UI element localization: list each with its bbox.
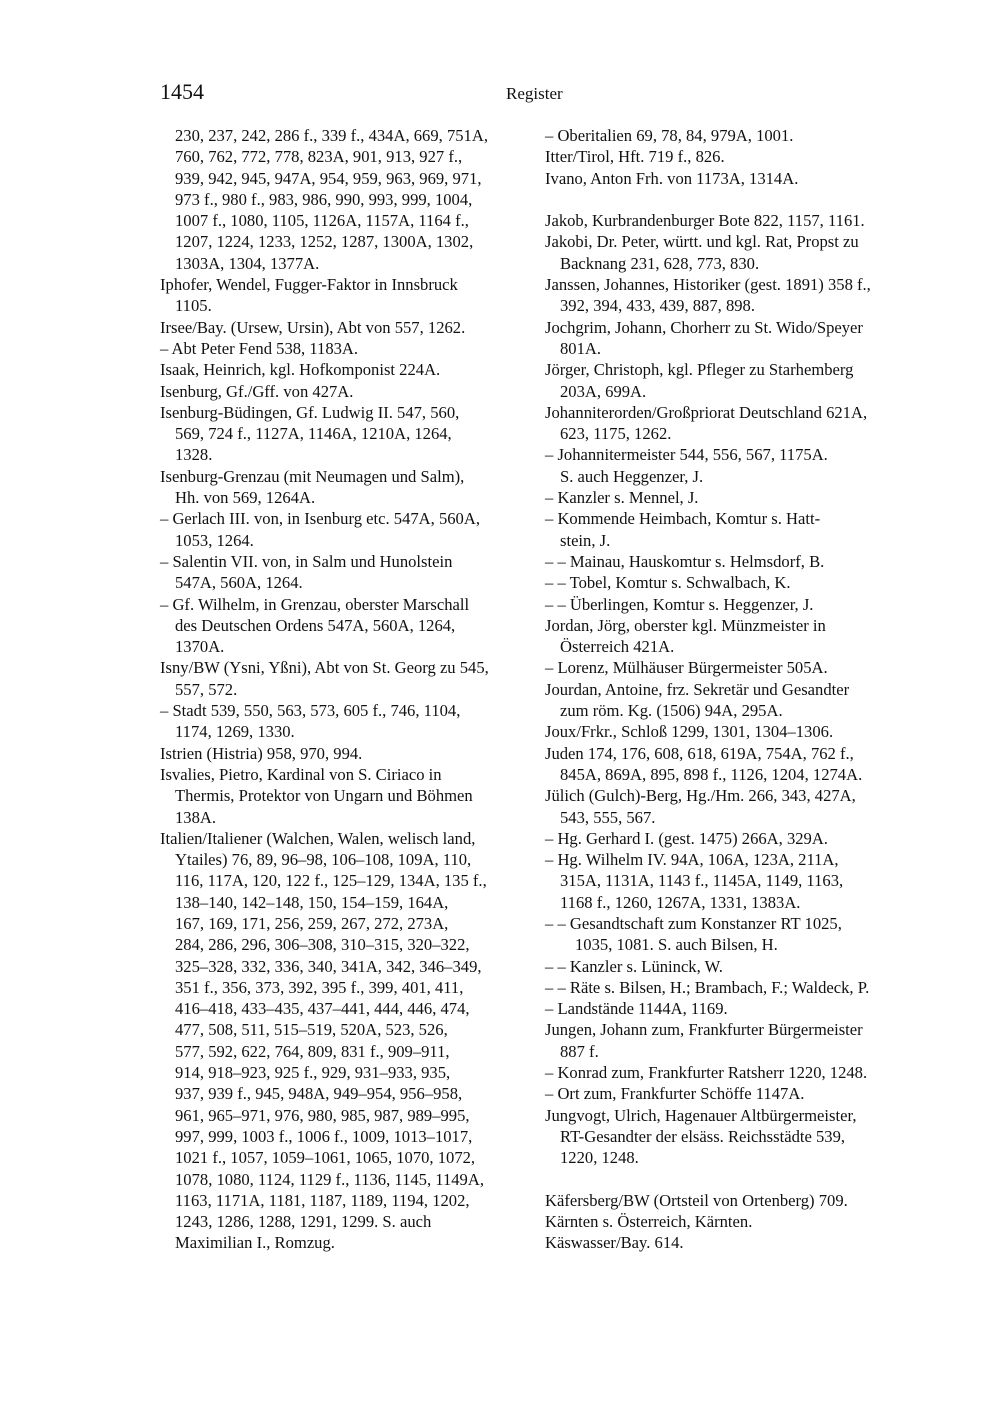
index-entry-line: – Gerlach III. von, in Isenburg etc. 547A, 560A, [160,509,480,529]
index-entry-continuation: 1303A, 1304, 1377A. [175,253,320,273]
index-entry-continuation: 557, 572. [175,679,238,699]
index-entry-line: Jungen, Johann zum, Frankfurter Bürgermeister [545,1020,863,1040]
index-entry-continuation: 937, 939 f., 945, 948A, 949–954, 956–958, [175,1084,463,1104]
index-entry-line: – – Mainau, Hauskomtur s. Helmsdorf, B. [545,551,825,571]
index-entry-continuation: 973 f., 980 f., 983, 986, 990, 993, 999, 1004, [175,189,473,209]
index-entry-line: – Salentin VII. von, in Salm und Hunolstein [160,551,453,571]
index-entry-continuation: 1053, 1264. [175,530,254,550]
index-entry-continuation: Hh. von 569, 1264A. [175,488,316,508]
index-entry-continuation: 845A, 869A, 895, 898 f., 1126, 1204, 1274A. [560,764,863,784]
running-title: Register [506,84,563,103]
index-entry-continuation: 1168 f., 1260, 1267A, 1331, 1383A. [560,892,801,912]
index-entry-continuation: RT-Gesandter der elsäss. Reichsstädte 539, [560,1126,846,1146]
index-entry-continuation: 1207, 1224, 1233, 1252, 1287, 1300A, 1302, [175,232,474,252]
index-entry-line: – Konrad zum, Frankfurter Ratsherr 1220, 1248. [545,1063,868,1083]
index-entry-continuation: 1078, 1080, 1124, 1129 f., 1136, 1145, 1149A, [175,1169,484,1189]
index-entry-line: Itter/Tirol, Hft. 719 f., 826. [545,147,725,167]
page-number: 1454 [160,79,204,104]
index-entry-line: Isenburg-Grenzau (mit Neumagen und Salm), [160,466,465,486]
index-entry-continuation: 1370A. [175,637,225,657]
index-entry-continuation: S. auch Heggenzer, J. [560,466,704,486]
index-entry-line: Jourdan, Antoine, frz. Sekretär und Gesandter [545,679,850,699]
index-entry-continuation: 392, 394, 433, 439, 887, 898. [560,296,755,316]
index-entry-continuation: 939, 942, 945, 947A, 954, 959, 963, 969, 971, [175,168,482,188]
index-entry-line: – Stadt 539, 550, 563, 573, 605 f., 746, 1104, [160,701,461,721]
index-entry-line: Istrien (Histria) 958, 970, 994. [160,743,363,763]
index-entry-line: Jordan, Jörg, oberster kgl. Münzmeister in [545,615,826,635]
index-entry-line: – Kanzler s. Mennel, J. [545,488,699,508]
index-entry-continuation: 1007 f., 1080, 1105, 1126A, 1157A, 1164 f., [175,211,469,231]
index-entry-line: – Oberitalien 69, 78, 84, 979A, 1001. [545,126,794,145]
index-entry-continuation: 167, 169, 171, 256, 259, 267, 272, 273A, [175,913,449,933]
index-entry-continuation: Backnang 231, 628, 773, 830. [560,253,760,273]
index-entry-continuation: 569, 724 f., 1127A, 1146A, 1210A, 1264, [175,424,452,444]
index-entry-line: Jülich (Gulch)-Berg, Hg./Hm. 266, 343, 427A, [545,786,856,806]
index-entry-continuation: 116, 117A, 120, 122 f., 125–129, 134A, 135 f., [175,871,487,891]
index-entry-line: Ivano, Anton Frh. von 1173A, 1314A. [545,168,799,188]
index-entry-continuation: 760, 762, 772, 778, 823A, 901, 913, 927 f., [175,147,463,167]
index-entry-line: Käswasser/Bay. 614. [545,1233,684,1253]
index-entry-continuation: Maximilian I., Romzug. [175,1233,335,1253]
entry-gap [545,1169,923,1190]
index-entry-line: Iphofer, Wendel, Fugger-Faktor in Innsbruck [160,275,458,295]
index-entry-continuation: 1035, 1081. S. auch Bilsen, H. [575,935,778,955]
index-entry-line: Isvalies, Pietro, Kardinal von S. Ciriaco in [160,764,442,784]
index-entry-line: – Abt Peter Fend 538, 1183A. [160,338,359,358]
index-entry-continuation: 914, 918–923, 925 f., 929, 931–933, 935, [175,1063,451,1083]
index-entry-continuation: 1105. [175,296,212,316]
index-entry-line: Jörger, Christoph, kgl. Pfleger zu Starhemberg [545,360,854,380]
index-entry-continuation: zum röm. Kg. (1506) 94A, 295A. [560,701,783,721]
index-entry-line: Johanniterorden/Großpriorat Deutschland 621A, [545,402,868,422]
index-entry-continuation: des Deutschen Ordens 547A, 560A, 1264, [175,615,456,635]
index-column-right [545,125,923,1254]
index-entry-line: – Gf. Wilhelm, in Grenzau, oberster Marschall [160,594,470,614]
index-entry-continuation: 1220, 1248. [560,1148,639,1168]
index-entry-continuation: 284, 286, 296, 306–308, 310–315, 320–322, [175,935,470,955]
index-entry-continuation: 351 f., 356, 373, 392, 395 f., 399, 401, 411, [175,977,464,997]
index-column-left [160,125,532,1254]
index-entry-continuation: Österreich 421A. [560,637,675,657]
index-entry-continuation: 1163, 1171A, 1181, 1187, 1189, 1194, 1202, [175,1190,470,1210]
index-entry-line: Isny/BW (Ysni, Yßni), Abt von St. Georg zu 545, [160,658,489,678]
index-entry-line: Jochgrim, Johann, Chorherr zu St. Wido/Speyer [545,317,863,337]
index-entry-line: – – Räte s. Bilsen, H.; Brambach, F.; Waldeck, P. [545,977,870,997]
index-entry-continuation: Thermis, Protektor von Ungarn und Böhmen [175,786,473,806]
index-entry-line: Jungvogt, Ulrich, Hagenauer Altbürgermeister, [545,1105,857,1125]
index-entry-continuation: 801A. [560,338,602,358]
index-entry-continuation: 543, 555, 567. [560,807,656,827]
index-entry-line: Isaak, Heinrich, kgl. Hofkomponist 224A. [160,360,441,380]
index-entry-continuation: 1174, 1269, 1330. [175,722,295,742]
index-entry-continuation: 325–328, 332, 336, 340, 341A, 342, 346–349, [175,956,482,976]
index-entry-line: – Lorenz, Mülhäuser Bürgermeister 505A. [545,658,828,678]
index-entry-continuation: 315A, 1131A, 1143 f., 1145A, 1149, 1163, [560,871,844,891]
index-entry-continuation: 1243, 1286, 1288, 1291, 1299. S. auch [175,1212,432,1232]
index-entry-line: – Hg. Gerhard I. (gest. 1475) 266A, 329A. [545,828,828,848]
index-entry-continuation: 477, 508, 511, 515–519, 520A, 523, 526, [175,1020,448,1040]
index-entry-line: Isenburg-Büdingen, Gf. Ludwig II. 547, 560, [160,402,460,422]
index-entry-continuation: 623, 1175, 1262. [560,424,672,444]
index-entry-continuation: 887 f. [560,1041,599,1061]
index-entry-line: – Ort zum, Frankfurter Schöffe 1147A. [545,1084,805,1104]
index-entry-continuation: 577, 592, 622, 764, 809, 831 f., 909–911, [175,1041,450,1061]
index-entry-continuation: 547A, 560A, 1264. [175,573,303,593]
index-entry-line: Kärnten s. Österreich, Kärnten. [545,1212,753,1232]
index-entry-line: Joux/Frkr., Schloß 1299, 1301, 1304–1306. [545,722,834,742]
index-entry-line: Jakobi, Dr. Peter, württ. und kgl. Rat, Propst zu [545,232,859,252]
index-entry-line: Jakob, Kurbrandenburger Bote 822, 1157, 1161. [545,211,865,231]
index-entry-continuation: 997, 999, 1003 f., 1006 f., 1009, 1013–1017, [175,1126,473,1146]
index-entry-line: Italien/Italiener (Walchen, Walen, welisch land, [160,828,476,848]
index-entry-continuation: Ytailes) 76, 89, 96–98, 106–108, 109A, 110, [175,850,472,870]
entry-gap [545,189,923,210]
index-entry-continuation: 1021 f., 1057, 1059–1061, 1065, 1070, 1072, [175,1148,476,1168]
index-entry-continuation: 1328. [175,445,213,465]
index-entry-line: Janssen, Johannes, Historiker (gest. 1891) 358 f., [545,275,871,295]
index-entry-line: Irsee/Bay. (Ursew, Ursin), Abt von 557, 1262. [160,317,466,337]
index-entry-continuation: 961, 965–971, 976, 980, 985, 987, 989–995, [175,1105,470,1125]
index-entry-continuation: 138–140, 142–148, 150, 154–159, 164A, [175,892,449,912]
index-entry-line: – – Kanzler s. Lüninck, W. [545,956,723,976]
index-entry-line: – Landstände 1144A, 1169. [545,999,728,1019]
index-entry-continuation: 416–418, 433–435, 437–441, 444, 446, 474, [175,999,470,1019]
index-entry-line: – – Überlingen, Komtur s. Heggenzer, J. [545,594,814,614]
index-entry-line: – Johannitermeister 544, 556, 567, 1175A. [545,445,828,465]
index-entry-line: – Kommende Heimbach, Komtur s. Hatt- [545,509,821,529]
index-entry-line: – Hg. Wilhelm IV. 94A, 106A, 123A, 211A, [545,850,839,870]
index-entry-continuation: 203A, 699A. [560,381,647,401]
index-entry-continuation: stein, J. [560,530,611,550]
index-entry-line: – – Tobel, Komtur s. Schwalbach, K. [545,573,791,593]
index-entry-continuation: 230, 237, 242, 286 f., 339 f., 434A, 669, 751A, [175,126,488,145]
index-entry-line: – – Gesandtschaft zum Konstanzer RT 1025, [545,913,842,933]
index-entry-line: Käfersberg/BW (Ortsteil von Ortenberg) 709. [545,1190,848,1210]
index-entry-line: Juden 174, 176, 608, 618, 619A, 754A, 762 f., [545,743,854,763]
index-entry-continuation: 138A. [175,807,217,827]
index-entry-line: Isenburg, Gf./Gff. von 427A. [160,381,354,401]
